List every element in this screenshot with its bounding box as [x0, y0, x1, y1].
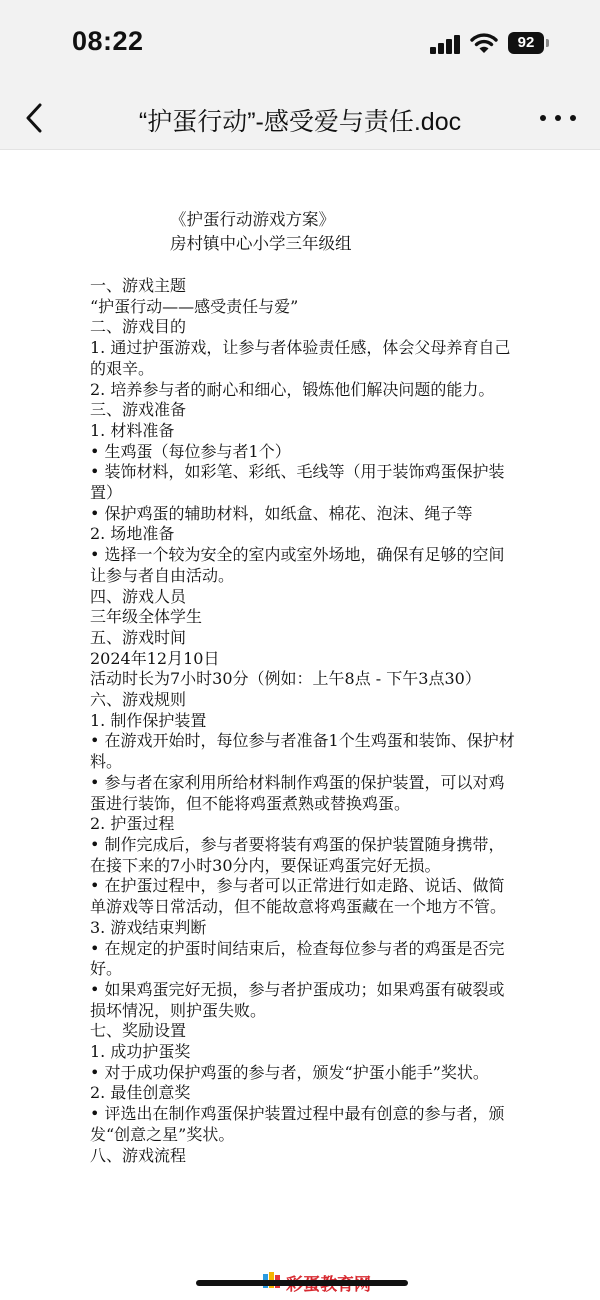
chevron-left-icon[interactable] [18, 98, 52, 138]
document-paragraph: • 在规定的护蛋时间结束后，检查每位参与者的鸡蛋是否完好。 [90, 938, 505, 979]
document-paragraph: • 生鸡蛋（每位参与者1个） [90, 441, 291, 461]
document-paragraph: 1. 材料准备 [90, 420, 175, 440]
document-paragraph: 3. 游戏结束判断 [90, 917, 207, 937]
document-paragraph: 四、游戏人员 [90, 586, 187, 606]
status-time: 08:22 [72, 26, 144, 56]
document-paragraph: • 制作完成后，参与者要将装有鸡蛋的保护装置随身携带，在接下来的7小时30分内，要保证鸡蛋完好无损。 [90, 834, 505, 875]
home-indicator[interactable] [196, 1280, 408, 1286]
document-paragraph: • 在游戏开始时，每位参与者准备1个生鸡蛋和装饰、保护材料。 [90, 731, 515, 772]
document-paragraph: • 选择一个较为安全的室内或室外场地，确保有足够的空间让参与者自由活动。 [90, 545, 505, 585]
nav-bar [0, 88, 600, 150]
document-paragraph: 2. 最佳创意奖 [90, 1083, 191, 1103]
document-paragraph: 2. 培养参与者的耐心和细心，锻炼他们解决问题的能力。 [90, 379, 495, 399]
document-paragraph: • 装饰材料，如彩笔、彩纸、毛线等（用于装饰鸡蛋保护装置） [90, 462, 505, 503]
document-paragraph: 1. 成功护蛋奖 [90, 1042, 191, 1062]
document-paragraph: • 评选出在制作鸡蛋保护装置过程中最有创意的参与者，颁发“创意之星”奖状。 [90, 1104, 505, 1144]
document-paragraph: • 如果鸡蛋完好无损，参与者护蛋成功；如果鸡蛋有破裂或损坏情况，则护蛋失败。 [90, 979, 505, 1020]
document-paragraph: 2. 护蛋过程 [90, 814, 175, 834]
document-paragraph: 六、游戏规则 [90, 690, 187, 710]
document-paragraph: 五、游戏时间 [90, 627, 187, 647]
document-paragraph: 三、游戏准备 [90, 400, 187, 420]
more-dots-icon[interactable] [538, 106, 578, 130]
battery-icon: 92 [508, 32, 544, 54]
document-paragraph: 三年级全体学生 [90, 607, 203, 627]
document-header [170, 208, 352, 256]
cellular-signal-icon [430, 34, 462, 54]
document-paragraph: 1. 通过护蛋游戏，让参与者体验责任感，体会父母养育自己的艰辛。 [90, 338, 511, 378]
wifi-icon [470, 31, 498, 55]
document-paragraph: • 保护鸡蛋的辅助材料，如纸盒、棉花、泡沫、绳子等 [90, 503, 473, 523]
document-paragraph: 八、游戏流程 [90, 1145, 187, 1165]
document-paragraph: • 参与者在家利用所给材料制作鸡蛋的保护装置，可以对鸡蛋进行装饰，但不能将鸡蛋煮熟或替换鸡蛋。 [90, 772, 505, 813]
battery-tip [546, 39, 549, 47]
document-paragraph: 二、游戏目的 [90, 317, 187, 337]
status-bar [0, 0, 600, 88]
document-paragraph: 1. 制作保护装置 [90, 710, 207, 730]
document-paragraph: • 在护蛋过程中，参与者可以正常进行如走路、说话、做简单游戏等日常活动，但不能故意将鸡蛋藏在一个地方不管。 [90, 876, 507, 917]
document-paragraph: 2. 场地准备 [90, 524, 175, 544]
document-paragraph: 七、奖励设置 [90, 1021, 187, 1041]
plan-subtitle: 房村镇中心小学三年级组 [170, 234, 352, 253]
document-paragraph: 活动时长为7小时30分（例如：上午8点 - 下午3点30） [90, 669, 481, 689]
document-paragraph: 2024年12月10日 [90, 648, 220, 668]
plan-title: 《护蛋行动游戏方案》 [170, 210, 335, 229]
document-page[interactable] [0, 151, 600, 1300]
document-paragraph: • 对于成功保护鸡蛋的参与者，颁发“护蛋小能手”奖状。 [90, 1062, 489, 1082]
document-title: “护蛋行动”-感受爱与责任.doc [138, 108, 462, 136]
document-paragraph: “护蛋行动——感受责任与爱” [90, 296, 299, 316]
document-paragraph: 一、游戏主题 [90, 276, 187, 295]
document-body [90, 276, 520, 1166]
